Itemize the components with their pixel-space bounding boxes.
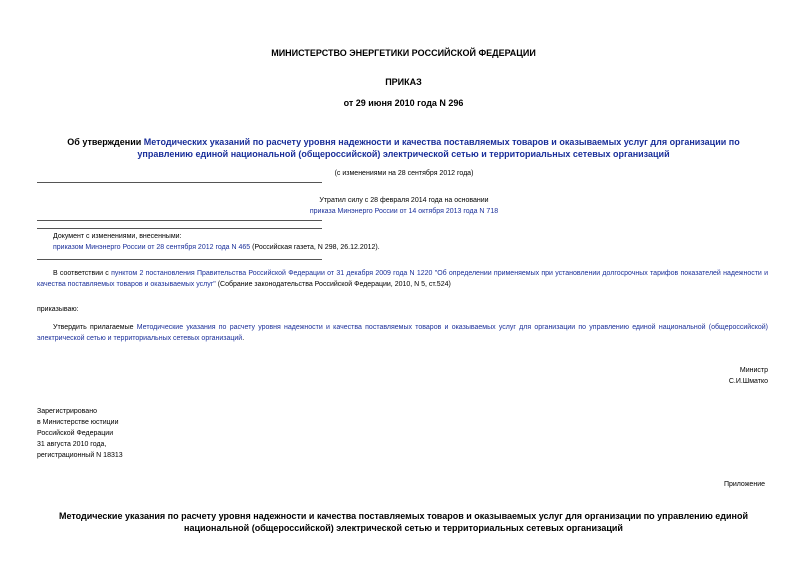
registration-block: [37, 406, 123, 461]
registration-line: в Министерстве юстиции: [37, 419, 119, 426]
doc-type-heading: ПРИКАЗ: [385, 77, 422, 87]
divider-rule: [37, 220, 322, 221]
divider-rule: [37, 259, 322, 260]
void-order-link[interactable]: приказа Минэнерго России от 14 октября 2013 года N 718: [309, 208, 499, 215]
signature-role: Министр: [739, 367, 768, 374]
amendments-line: [53, 242, 380, 253]
registration-line: регистрационный N 18313: [37, 452, 123, 459]
approval-suffix: .: [242, 335, 245, 342]
divider-rule: [37, 228, 322, 229]
title-prefix: Об утверждении: [67, 137, 144, 147]
approval-prefix: Утвердить прилагаемые: [53, 324, 137, 331]
appendix-title: Методические указания по расчету уровня надежности и качества поставляемых товаров и оказываемых услуг для организации по управлению единой национальной (общероссийской) электрической сетью и территориальных сетевых организаций: [59, 511, 748, 533]
amendments-intro: Документ с изменениями, внесенными:: [53, 233, 182, 240]
appendix-label: Приложение: [723, 481, 765, 488]
changes-note: (с изменениями на 28 сентября 2012 года): [334, 170, 474, 177]
preamble-suffix: (Собрание законодательства Российской Федерации, 2010, N 5, ст.524): [215, 281, 451, 288]
doc-date: от 29 июня 2010 года N 296: [343, 98, 464, 108]
divider-rule: [37, 182, 322, 183]
void-note: Утратил силу с 28 февраля 2014 года на основании: [319, 197, 489, 204]
ministry-heading: МИНИСТЕРСТВО ЭНЕРГЕТИКИ РОССИЙСКОЙ ФЕДЕРАЦИИ: [271, 48, 536, 58]
preamble-prefix: В соответствии с: [53, 270, 112, 277]
order-word: приказываю:: [37, 306, 79, 313]
guidelines-link[interactable]: Методические указания по расчету уровня надежности и качества поставляемых товаров и оказываемых услуг для организации по управлению единой национальной (общероссийской) электрической сетью и территориальных сетевых организаций: [37, 324, 768, 342]
amendment-order-link[interactable]: приказом Минэнерго России от 28 сентября 2012 года N 465: [53, 244, 251, 251]
title-link[interactable]: Методических указаний по расчету уровня надежности и качества поставляемых товаров и оказываемых услуг для организации по управлению единой национальной (общероссийской) электрической сетью и территориальных сетевых организаций: [137, 137, 740, 159]
registration-line: Российской Федерации: [37, 430, 114, 437]
signature-name: С.И.Шматко: [728, 378, 768, 385]
approval-paragraph: [37, 322, 768, 344]
government-decree-link[interactable]: пунктом 2 постановления Правительства Российской Федерации от 31 декабря 2009 года N 1220 "Об определении применяемых при установлении долгосрочных тарифов показателей надежности и качества поставляемых товаров и оказываемых услуг": [37, 270, 768, 288]
registration-line: Зарегистрировано: [37, 408, 97, 415]
amendment-source: (Российская газета, N 298, 26.12.2012).: [250, 244, 380, 251]
registration-line: 31 августа 2010 года,: [37, 441, 107, 448]
preamble-paragraph: [37, 268, 768, 290]
document-title: [40, 136, 767, 160]
